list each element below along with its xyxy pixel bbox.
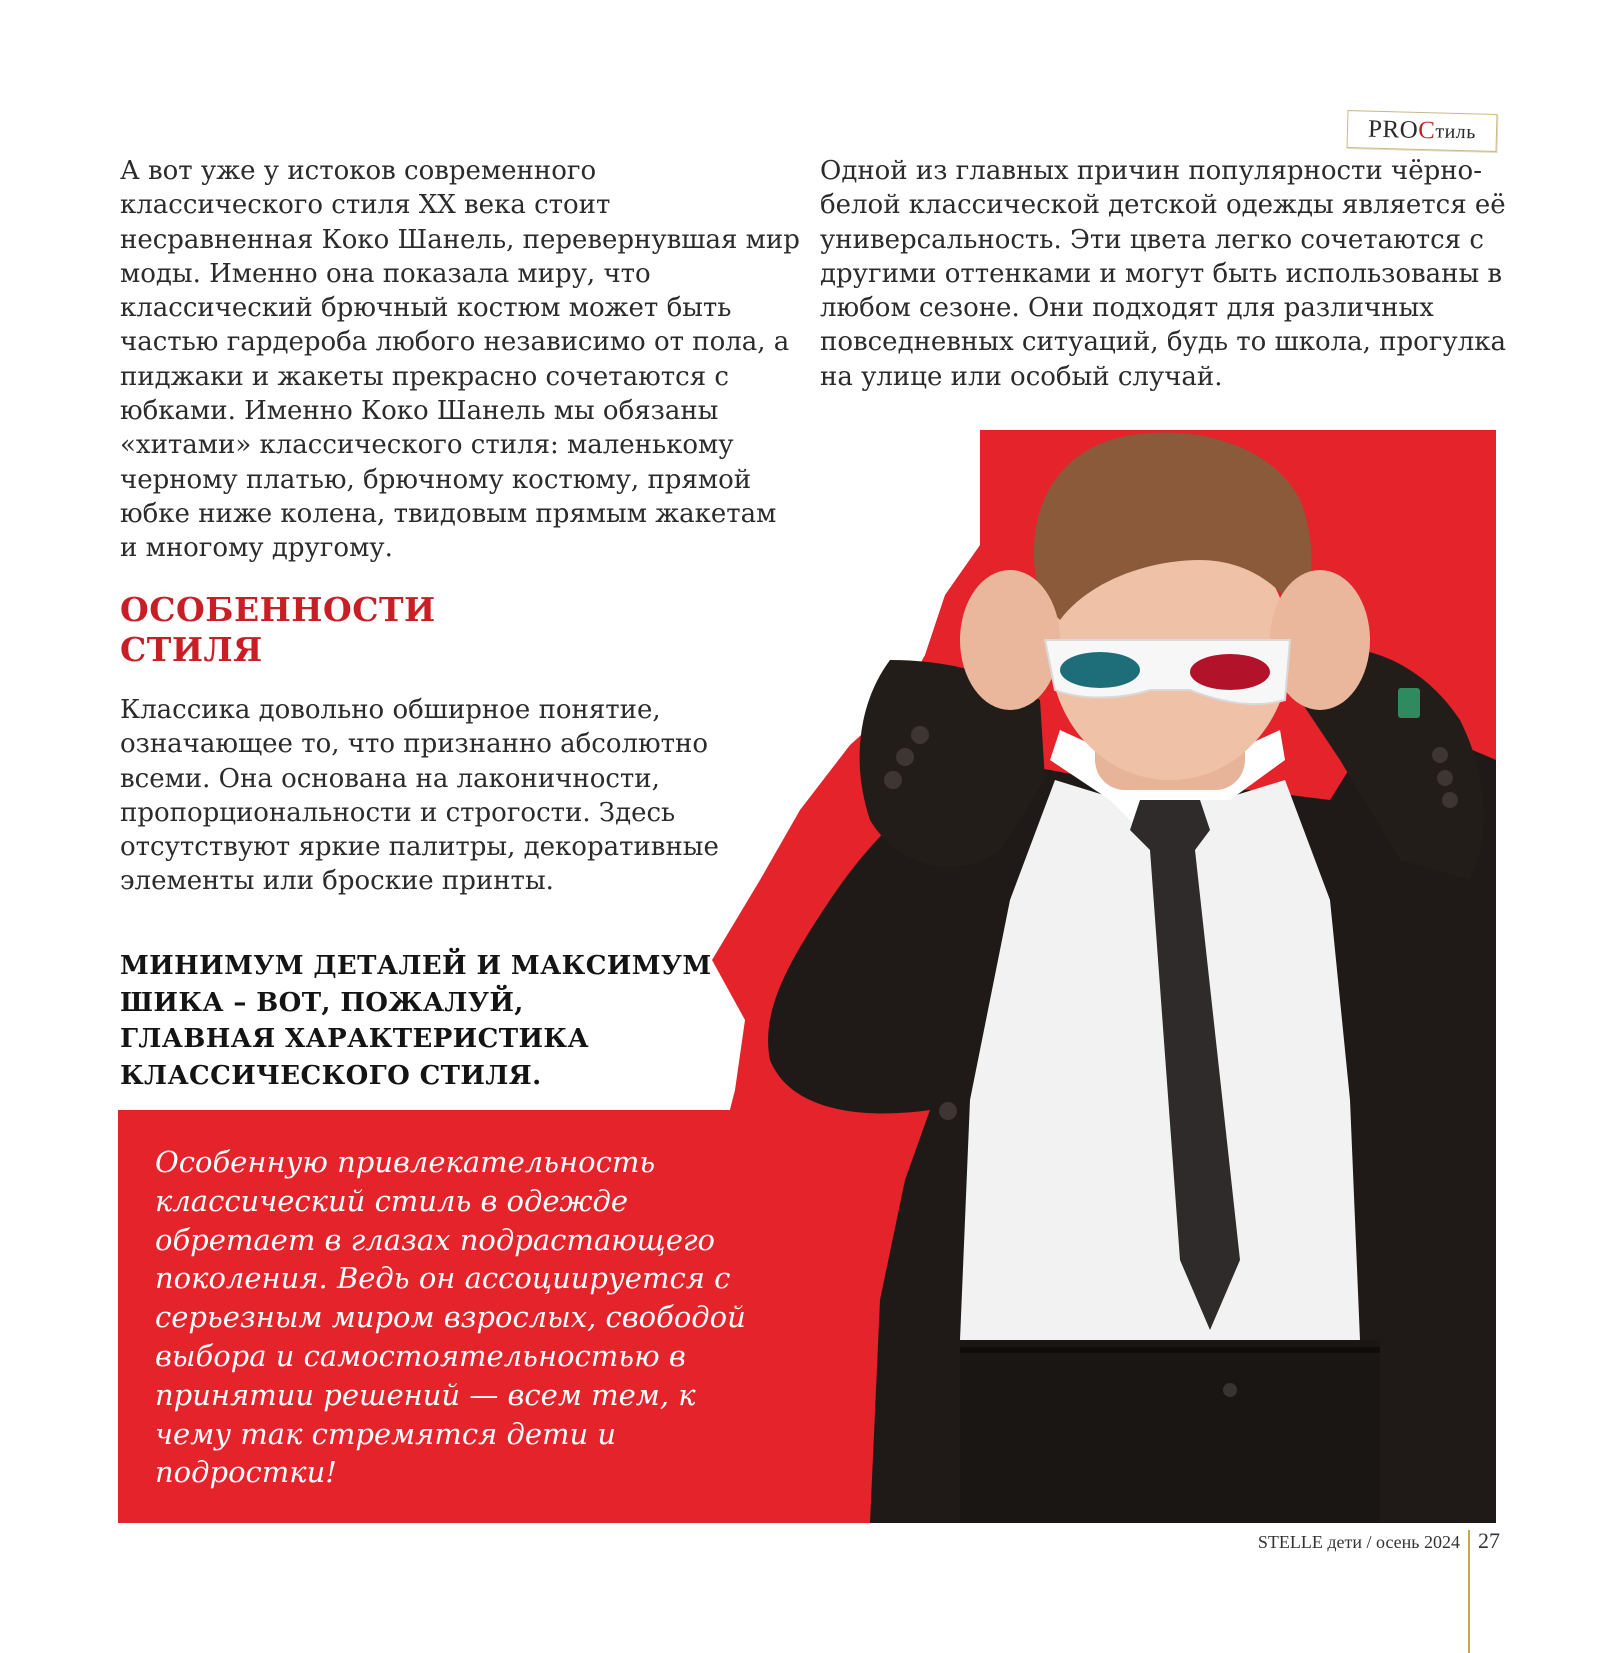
emphasis-line-1: МИНИМУМ ДЕТАЛЕЙ И МАКСИМУМ: [120, 951, 712, 981]
footer-rule: [1468, 1530, 1470, 1653]
badge-text-pro: PRO: [1367, 115, 1419, 144]
heading-line-1: ОСОБЕННОСТИ: [120, 590, 436, 629]
emphasis-statement: [120, 948, 740, 1094]
section-badge: [1347, 110, 1498, 152]
glasses-lens-red: [1190, 654, 1270, 690]
page-number: 27: [1478, 1528, 1500, 1553]
footer-issue: STELLE дети / осень 2024: [1257, 1532, 1460, 1552]
right-paragraph-1: Одной из главных причин популярности чёрно-белой классической детской одежды является её универсальность. Эти цвета легко сочетаются с другими оттенками и могут быть использованы в любом сезоне. Они подходят для различных повседневных ситуаций, будь то школа, прогулка на улице или особый случай.: [820, 156, 1506, 392]
emphasis-line-3: ГЛАВНАЯ ХАРАКТЕРИСТИКА: [120, 1024, 590, 1054]
trousers: [960, 1340, 1380, 1523]
badge-text-accent: С: [1417, 116, 1436, 145]
left-paragraph-1: А вот уже у истоков современного классического стиля XX века стоит несравненная Коко Шанель, перевернувшая мир моды. Именно она показала миру, что классический брючный костюм может быть частью гардероба любого независимо от пола, а пиджаки и жакеты прекрасно сочетаются с юбками. Именно Коко Шанель мы обязаны «хитами» классического стиля: маленькому черному платью, брючному костюму, прямой юбке ниже колена, твидовым прямым жакетам и многому другому.: [120, 156, 800, 564]
left-paragraph-2: Классика довольно обширное понятие, означающее то, что признанно абсолютно всеми. Она основана на лаконичности, пропорциональности и строгости. Здесь отсутствуют яркие палитры, декоративные элементы или броские принты.: [120, 695, 719, 897]
emphasis-line-4: КЛАССИЧЕСКОГО СТИЛЯ.: [120, 1060, 542, 1091]
heading-line-2: СТИЛЯ: [120, 630, 263, 669]
pull-quote: Особенную привлекательность классический стиль в одежде обретает в глазах подрастающего поколения. Ведь он ассоциируется с серьезным миром взрослых, свободой выбора и самостоятельностью в принятии решений — всем тем, к чему так стремятся дети и подростки!: [155, 1145, 746, 1490]
badge-text-rest: тиль: [1435, 119, 1477, 143]
glasses-lens-cyan: [1060, 652, 1140, 688]
section-heading: [120, 590, 720, 670]
emphasis-line-2: ШИКА – ВОТ, ПОЖАЛУЙ,: [120, 987, 524, 1018]
